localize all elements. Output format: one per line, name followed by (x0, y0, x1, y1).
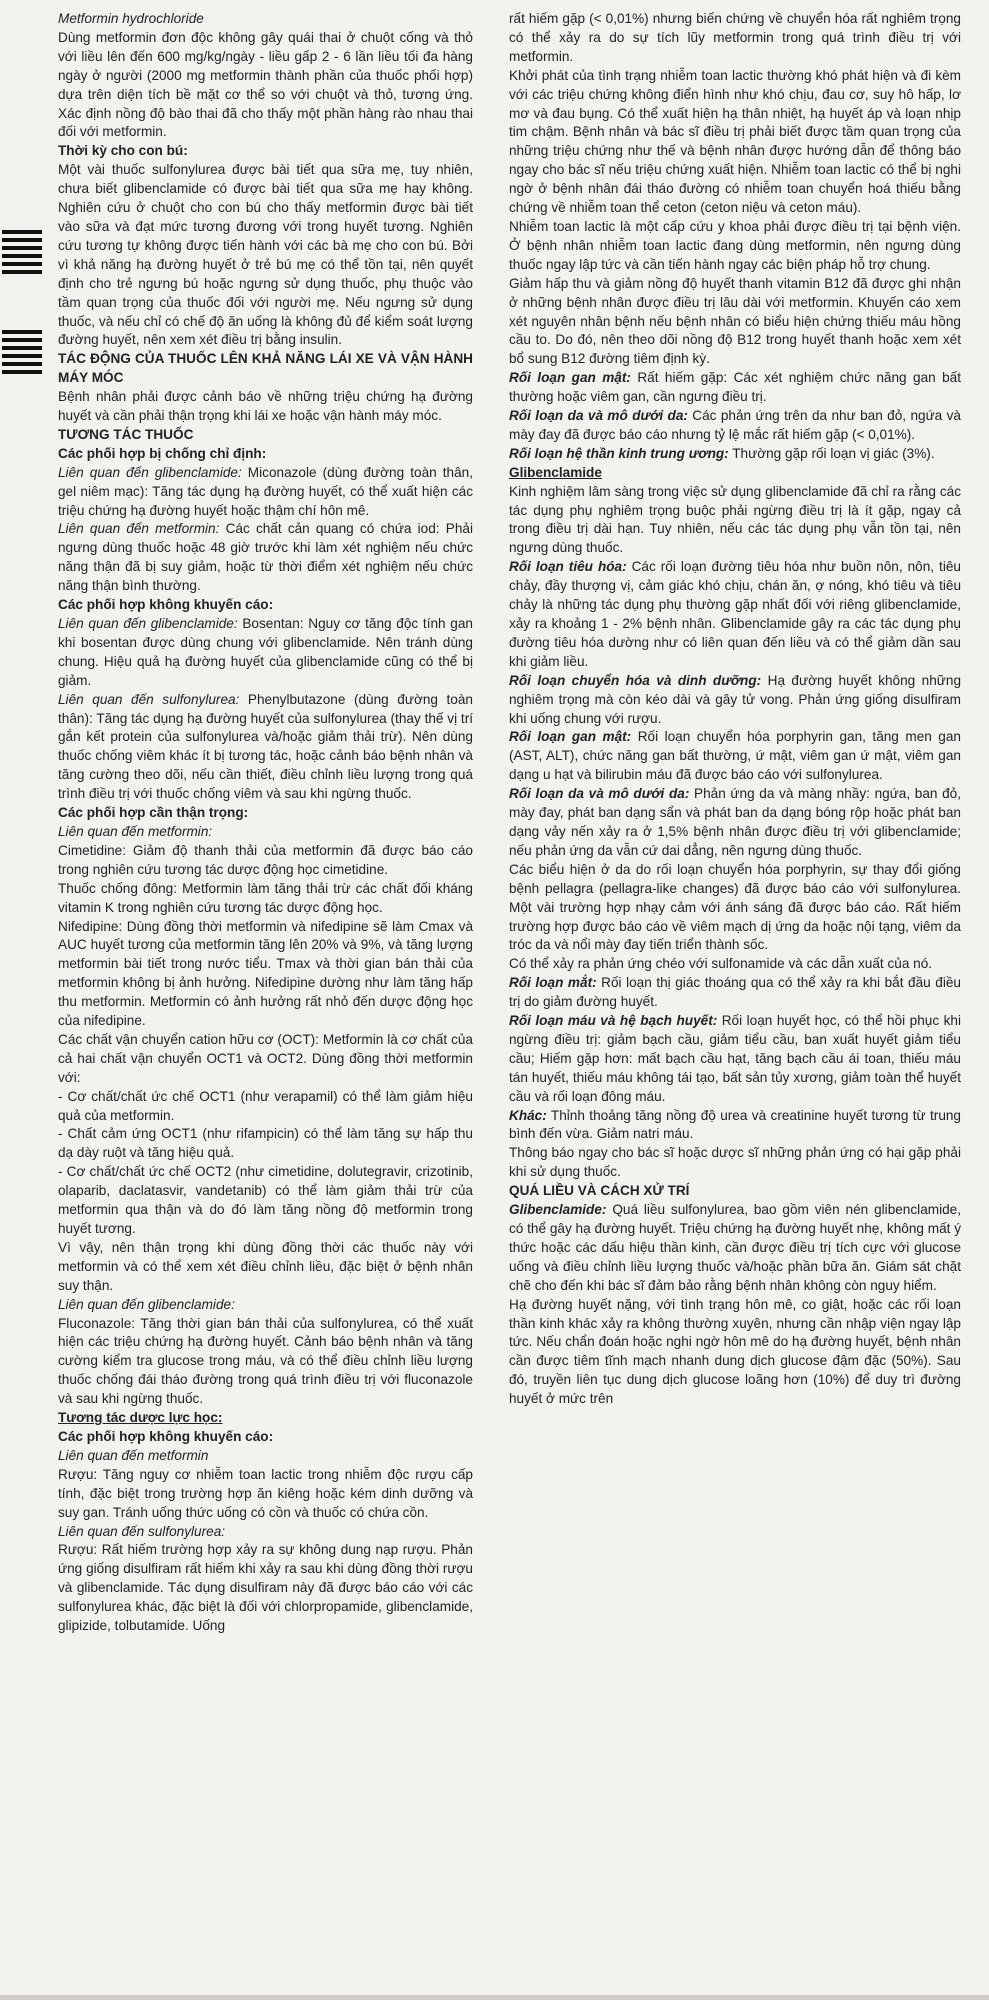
paragraph-lead: Rối loạn gan mật: (509, 370, 631, 386)
paragraph-text: Thường gặp rối loạn vị giác (3%). (728, 445, 935, 461)
paragraph: Bệnh nhân phải được cảnh báo về những triệu chứng hạ đường huyết và cần phải thận trọng khi lái xe hoặc vận hành máy móc. (58, 389, 473, 424)
section-heading: Thời kỳ cho con bú: (58, 143, 188, 159)
paragraph (509, 1012, 961, 1107)
paragraph: Có thể xảy ra phản ứng chéo với sulfonamide và các dẫn xuất của nó. (509, 956, 933, 972)
paragraph: Khởi phát của tình trạng nhiễm toan lactic thường khó phát hiện và đi kèm với các triệu chứng không điển hình như khó chịu, đau cơ, suy hô hấp, lơ mơ và đau bụng. Có thể xuất hiện hạ thân nhiệt, hạ huyết áp và loạn nhịp tim chậm. Bệnh nhân và bác sĩ điều trị phải biết được tầm quan trọng của những triệu chứng như thế và bệnh nhân được hướng dẫn để thông báo ngay cho bác sĩ nếu triệu chứng xuất hiện. Nhiễm toan lactic có thể bị nghi ngờ ở bệnh nhân đái tháo đường có nhiễm toan chuyển hoá thiếu bằng chứng về nhiễm toan thể ceton (ceton niệu và ceton máu). (509, 67, 961, 216)
subsection-label: Liên quan đến glibenclamide: (58, 1296, 235, 1312)
paragraph-text: Rối loạn chuyển hóa porphyrin gan, tăng men gan (AST, ALT), chức năng gan bất thường, ứ mật, viêm gan ứ mật, viêm gan dạng u hạt và bilirubin máu đã được báo cáo với sulfonylurea. (509, 729, 961, 783)
paragraph: Các chất vận chuyển cation hữu cơ (OCT): Metformin là cơ chất của cả hai chất vận chuyển OCT1 và OCT2. Dùng đồng thời metformin với: (58, 1031, 473, 1085)
paragraph: - Cơ chất/chất ức chế OCT2 (như cimetidine, dolutegravir, crizotinib, olaparib, daclatasvir, vandetanib) có thể làm giảm thải trừ của metformin qua thận và do đó làm tăng nồng độ metformin trong huyết tương. (58, 1164, 473, 1236)
paragraph: Các biểu hiện ở da do rối loạn chuyển hóa porphyrin, sự thay đổi giống bệnh pellagra (pellagra-like changes) đã được báo cáo với sulfonylurea. Một vài trường hợp nhạy cảm với ánh sáng đã được báo cáo. Rất hiếm trường hợp được báo cáo về viêm mạch dị ứng da hoặc nội tạng, viêm da tróc da và nổi mày đay tiến triển thành sốc. (509, 861, 961, 953)
paragraph-text: Rất hiếm gặp: Các xét nghiệm chức năng gan bất thường hoặc viêm gan, cần ngưng điều trị. (509, 370, 961, 405)
paragraph: - Chất cảm ứng OCT1 (như rifampicin) có thể làm tăng sự hấp thu dạ dày ruột và tăng hiệu quả. (58, 1126, 473, 1161)
paragraph-text: Phản ứng da và màng nhầy: ngứa, ban đỏ, mày đay, phát ban dạng sẩn và phát ban da dạng bóng rộp hoặc phát ban dạng vảy nến xảy ra ở 1,5% bệnh nhân được điều trị với glibenclamide; nếu phản ứng da vẫn cứ dai dẳng, nên ngưng dùng thuốc. (509, 786, 961, 858)
edge-mark-top (2, 230, 42, 278)
paragraph-lead: Rối loạn da và mô dưới da: (509, 408, 688, 424)
subsection-label: Liên quan đến sulfonylurea: (58, 1523, 226, 1539)
paragraph: Cimetidine: Giảm độ thanh thải của metformin đã được báo cáo trong nghiên cứu tương tác dược động học cimetidine. (58, 842, 473, 877)
paragraph-lead: Glibenclamide: (509, 1202, 607, 1218)
paragraph (509, 672, 961, 729)
paragraph: Nifedipine: Dùng đồng thời metformin và nifedipine sẽ làm Cmax và AUC huyết tương của metformin tăng lên 20% và 9%, và tăng lượng metformin bài tiết trong nước tiểu. Tmax và thời gian bán thải của metformin không bị ảnh hưởng. Nifedipine dường như làm tăng hấp thu metformin. Metformin có ảnh hưởng rất nhỏ đến dược động học của nifedipine. (58, 918, 473, 1029)
section-heading: Glibenclamide (509, 464, 602, 480)
paragraph (58, 615, 473, 691)
section-heading: Các phối hợp bị chống chỉ định: (58, 445, 267, 461)
paragraph-lead: Liên quan đến metformin: (58, 521, 220, 537)
paragraph: Kinh nghiệm lâm sàng trong việc sử dụng glibenclamide đã chỉ ra rằng các tác dụng phụ nghiêm trọng buộc phải ngừng điều trị là ít gặp, ngay cả trong điều trị dài hạn. Tuy nhiên, nếu các tác dụng phụ vẫn tồn tại, nên ngưng dùng thuốc. (509, 483, 961, 556)
paragraph-text: Rối loạn thị giác thoáng qua có thể xảy ra khi bắt đầu điều trị do giảm đường huyết. (509, 975, 961, 1010)
subsection-label: Liên quan đến metformin: (58, 823, 213, 839)
paragraph-lead: Rối loạn máu và hệ bạch huyết: (509, 1013, 718, 1029)
section-heading: Tương tác dược lực học: (58, 1410, 223, 1426)
paragraph-text: Hạ đường huyết không những nghiêm trọng mà còn kéo dài và gây tử vong. Phản ứng giống disulfiram khi uống chung với rượu. (509, 672, 962, 726)
paragraph-text: Các phản ứng trên da như ban đỏ, ngứa và mày đay đã được báo cáo nhưng tỷ lệ mắc rất hiếm gặp (< 0,01%). (509, 408, 961, 442)
paragraph (509, 785, 961, 861)
paragraph-lead: Rối loạn hệ thần kinh trung ương: (509, 445, 729, 461)
section-heading: Các phối hợp không khuyến cáo: (58, 597, 274, 613)
paragraph (58, 691, 473, 804)
paragraph: Nhiễm toan lactic là một cấp cứu y khoa phải được điều trị tại bệnh viện. Ở bệnh nhân nhiễm toan lactic đang dùng metformin, nên ngưng dùng thuốc ngay lập tức và cần tiến hành ngay các biện pháp hỗ trợ chung. (509, 218, 961, 272)
paragraph-lead: Rối loạn gan mật: (509, 729, 632, 745)
paragraph-lead: Liên quan đến sulfonylurea: (58, 691, 240, 707)
paragraph: Rượu: Rất hiếm trường hợp xảy ra sự không dung nạp rượu. Phản ứng giống disulfiram rất hiếm khi xảy ra sau khi dùng đồng thời rượu và glibenclamide. Tác dụng disulfiram này đã được báo cáo với các sulfonylurea khác, đặc biệt là đối với chlorpropamide, glibenclamide, glipizide, tolbutamide. Uống (58, 1542, 473, 1634)
paragraph: Hạ đường huyết nặng, với tình trạng hôn mê, co giật, hoặc các rối loạn thần kinh khác xảy ra không thường xuyên, nhưng cần nhập viện ngay lập tức. Nếu chẩn đoán hoặc nghi ngờ hôn mê do hạ đường huyết, bệnh nhân cần được tiêm tĩnh mạch nhanh dung dịch glucose đậm đặc (50%). Sau đó, truyền liên tục dung dịch glucose loãng hơn (10%) để duy trì đường huyết ở mức trên (509, 1296, 961, 1407)
section-heading: TƯƠNG TÁC THUỐC (58, 426, 194, 442)
paragraph-text: Bosentan: Nguy cơ tăng độc tính gan khi bosentan được dùng chung với glibenclamide. Nên tránh dùng chung. Hiệu quả hạ đường huyết của glibenclamide cũng có thể bị giảm. (58, 616, 473, 688)
paragraph (509, 558, 961, 671)
paragraph: Thông báo ngay cho bác sĩ hoặc dược sĩ những phản ứng có hại gặp phải khi sử dụng thuốc. (509, 1145, 961, 1180)
paragraph-lead: Rối loạn da và mô dưới da: (509, 786, 690, 802)
paragraph (509, 445, 961, 464)
paragraph: Thuốc chống đông: Metformin làm tăng thải trừ các chất đối kháng vitamin K trong nghiên cứu tương tác dược động học. (58, 880, 473, 915)
paragraph-text: Rối loạn huyết học, có thể hồi phục khi ngừng điều trị: giảm bạch cầu, giảm tiểu cầu, ban xuất huyết giảm tiểu cầu; Hiếm gặp hơn: mất bạch cầu hạt, tăng bạch cầu ái toan, thiếu máu tán huyết, thiếu máu không tái tạo, bất sản tủy xương, giảm toàn thể huyết cầu và rối loạn đông máu. (509, 1013, 961, 1104)
paragraph (509, 974, 961, 1012)
paragraph-text: Miconazole (dùng đường toàn thân, gel niêm mạc): Tăng tác dụng hạ đường huyết, có thể xuất hiện các triệu chứng hạ đường huyết hoặc thậm chí hôn mê. (58, 464, 473, 518)
paragraph-lead: Rối loạn chuyển hóa và dinh dưỡng: (509, 672, 762, 688)
paragraph: Một vài thuốc sulfonylurea được bài tiết qua sữa mẹ, tuy nhiên, chưa biết glibenclamide có được bài tiết qua sữa mẹ hay không. Nghiên cứu ở chuột cho con bú cho thấy metformin được bài tiết vào sữa và đạt mức tương đương với trong huyết tương. Nghiên cứu tương tự không được tiến hành với các bà mẹ cho con bú. Bởi vì khả năng hạ đường huyết ở trẻ bú mẹ có thể tồn tại, nên quyết định cho trẻ ngưng bú hoặc ngưng sử dụng thuốc, phụ thuộc vào tầm quan trọng của thuốc đối với người mẹ. Nếu ngưng sử dụng thuốc, và nếu chỉ có chế độ ăn uống là không đủ để kiểm soát lượng đường huyết, nên xem xét điều trị bằng insulin. (58, 162, 473, 348)
paragraph-text: Phenylbutazone (dùng đường toàn thân): Tăng tác dụng hạ đường huyết của sulfonylurea (thay thế vị trí gắn kết protein của sulfonylurea và/hoặc giảm thải trừ). Nên dùng thuốc chống viêm khác ít bị tương tác, hoặc cảnh báo bệnh nhân và tăng cường theo dõi, nếu cần thiết, điều chỉnh liều lượng trong quá trình điều trị với thuốc chống viêm và sau khi ngừng thuốc. (58, 691, 473, 802)
paragraph: rất hiếm gặp (< 0,01%) nhưng biến chứng về chuyển hóa rất nghiêm trọng có thể xảy ra do sự tích lũy metformin trong quá trình điều trị với metformin. (509, 11, 961, 64)
paragraph (509, 728, 961, 785)
paragraph: - Cơ chất/chất ức chế OCT1 (như verapamil) có thể làm giảm hiệu quả của metformin. (58, 1088, 473, 1123)
paragraph (58, 464, 473, 521)
paragraph (509, 407, 961, 445)
paragraph (509, 1201, 961, 1296)
section-heading: QUÁ LIỀU VÀ CÁCH XỬ TRÍ (509, 1183, 690, 1199)
right-column (509, 10, 961, 1409)
section-heading: Các phối hợp cần thận trọng: (58, 805, 249, 821)
paragraph: Rượu: Tăng nguy cơ nhiễm toan lactic trong nhiễm độc rượu cấp tính, đặc biệt trong trường hợp ăn kiêng hoặc kém dinh dưỡng và suy gan. Tránh uống thức uống có cồn và thuốc có chứa cồn. (58, 1466, 473, 1520)
paragraph-text: Các chất cản quang có chứa iod: Phải ngưng dùng thuốc hoặc 48 giờ trước khi làm xét nghiệm nếu chức năng thận đã bị suy giảm, hoặc từ thời điểm xét nghiệm nếu chức năng thận bình thường. (58, 521, 473, 594)
paragraph-lead: Rối loạn tiêu hóa: (509, 559, 627, 575)
subsection-label: Liên quan đến metformin (58, 1447, 209, 1463)
page-bottom-edge (0, 1995, 989, 2000)
paragraph (509, 1107, 961, 1145)
paragraph-lead: Khác: (509, 1107, 547, 1123)
paragraph: Fluconazole: Tăng thời gian bán thải của sulfonylurea, có thể xuất hiện các triệu chứng hạ đường huyết. Cảnh báo bệnh nhân và tăng cường kiểm tra glucose trong máu, và có thể điều chỉnh liều lượng thuốc chống đái tháo đường trong quá trình điều trị với fluconazole và sau khi ngừng thuốc. (58, 1315, 473, 1407)
paragraph-text: Các rối loạn đường tiêu hóa như buồn nôn, nôn, tiêu chảy, đầy thượng vị, cảm giác khó chịu, chán ăn, ợ nóng, khó tiêu và tiêu chảy là những tác dụng phụ thường gặp nhất đối với riêng glibenclamide, xảy ra khoảng 1 - 2% bệnh nhân. Glibenclamide gây ra các tác dụng phụ đường tiêu hóa dường như có liên quan đến liều và có thể giảm dần sau khi giảm liều. (509, 559, 961, 669)
paragraph-text: Thỉnh thoảng tăng nồng độ urea và creatinine huyết tương từ trung bình đến vừa. Giảm natri máu. (509, 1107, 961, 1142)
paragraph-text: Quá liều sulfonylurea, bao gồm viên nén glibenclamide, có thể gây hạ đường huyết. Triệu chứng hạ đường huyết nhẹ, không mất ý thức hoặc các dấu hiệu thần kinh, cần được điều trị tích cực với glucose uống và điều chỉnh liều lượng thuốc và/hoặc phần bữa ăn. Giám sát chặt chẽ cho đến khi bác sĩ đảm bảo rằng bệnh nhân không còn nguy hiểm. (509, 1202, 961, 1293)
paragraph: Giảm hấp thu và giảm nồng độ huyết thanh vitamin B12 đã được ghi nhận ở những bệnh nhân được điều trị lâu dài với metformin. Khuyến cáo xem xét nguyên nhân bệnh nếu bệnh nhân có biểu hiện chứng thiếu máu hồng cầu to. Do đó, nên theo dõi nồng độ B12 trong huyết thanh hoặc xem xét bổ sung B12 đường tiêm định kỳ. (509, 275, 961, 367)
left-column (58, 10, 473, 1636)
section-heading: Các phối hợp không khuyến cáo: (58, 1428, 274, 1444)
paragraph (58, 520, 473, 596)
paragraph: Vì vậy, nên thận trọng khi dùng đồng thời các thuốc này với metformin và có thể xem xét điều chỉnh liều, đặc biệt ở bệnh nhân suy thận. (58, 1239, 473, 1293)
section-heading: TÁC ĐỘNG CỦA THUỐC LÊN KHẢ NĂNG LÁI XE VÀ VẬN HÀNH MÁY MÓC (58, 351, 473, 386)
paragraph: Dùng metformin đơn độc không gây quái thai ở chuột cống và thỏ với liều lên đến 600 mg/kg/ngày - liều gấp 2 - 6 lần liều tối đa hàng ngày ở người (2000 mg metformin thành phần của thuốc phối hợp) dựa trên diện tích bề mặt cơ thể so với chuột và thỏ, tương ứng. Xác định nồng độ bào thai đã cho thấy một phần hàng rào nhau thai đối với metformin. (58, 29, 473, 140)
paragraph (509, 369, 961, 407)
edge-mark-bottom (2, 330, 42, 378)
paragraph-lead: Rối loạn mắt: (509, 975, 597, 991)
subsection-label: Metformin hydrochloride (58, 11, 204, 26)
paragraph-lead: Liên quan đến glibenclamide: (58, 464, 242, 480)
paragraph-lead: Liên quan đến glibenclamide: (58, 616, 238, 631)
